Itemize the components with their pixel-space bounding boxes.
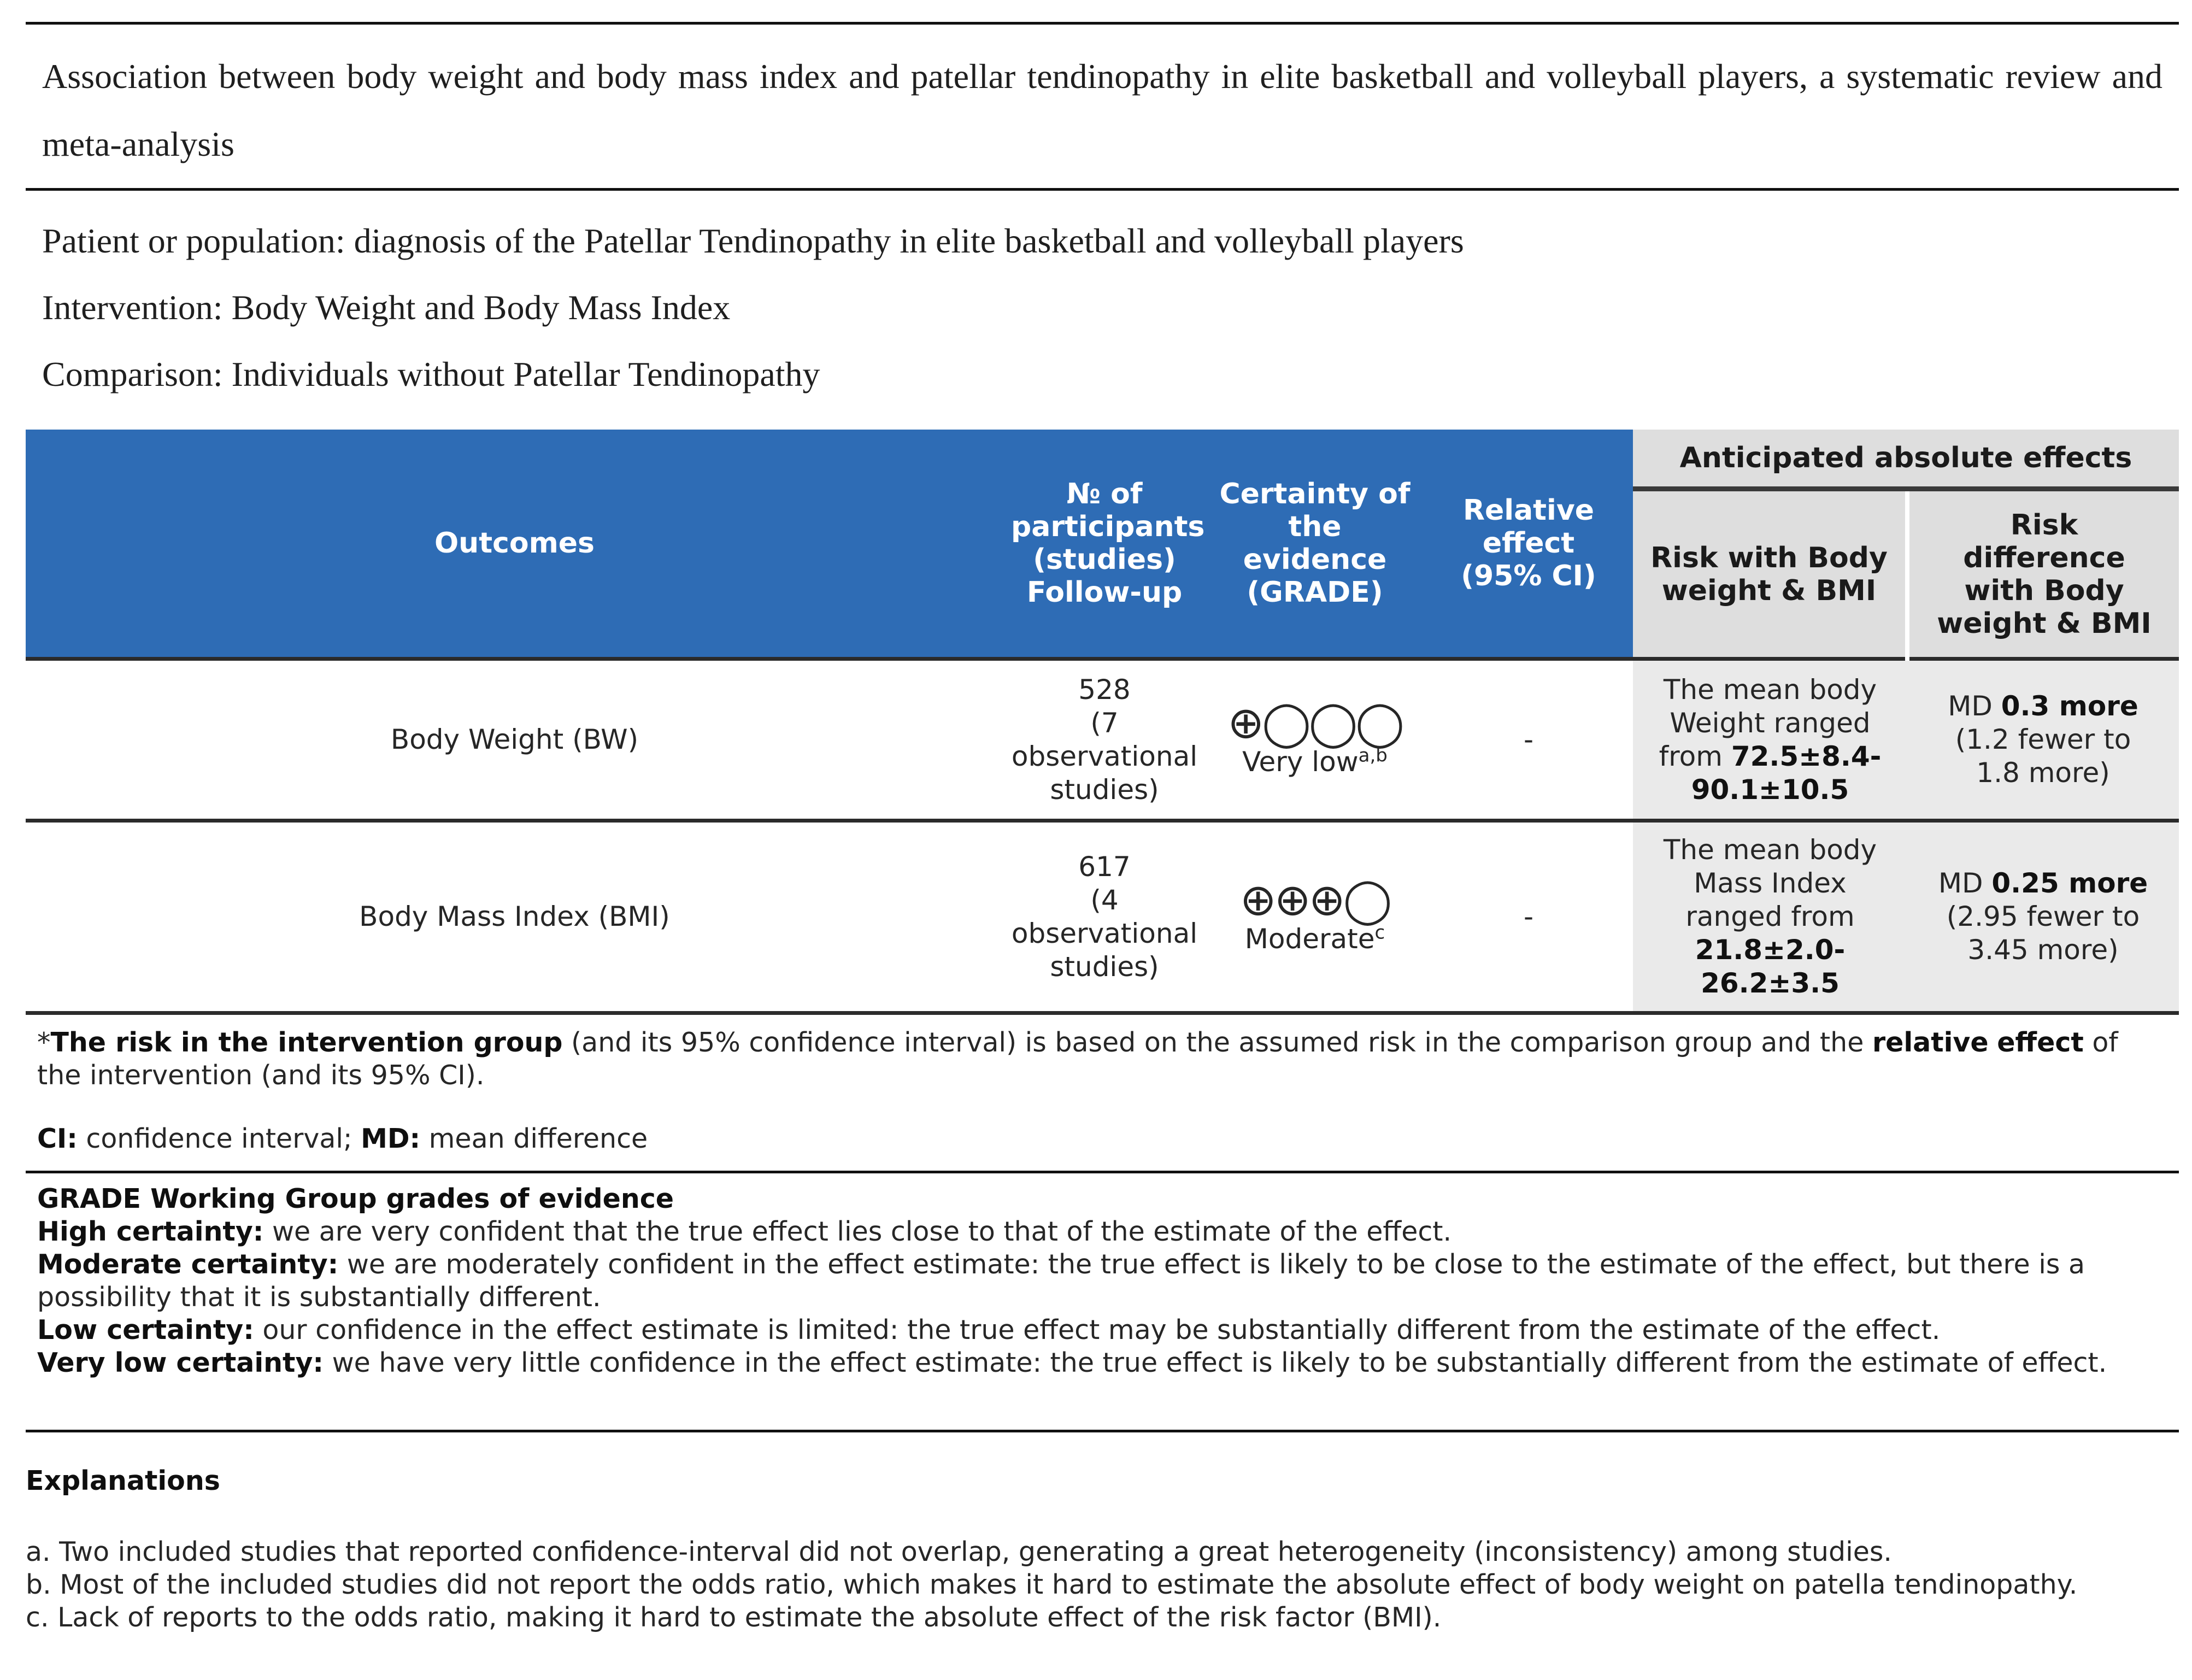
grade-term: Low certainty:: [37, 1314, 254, 1346]
grade-definitions: [37, 1183, 2158, 1379]
risk-diff-prefix: MD: [1948, 690, 2001, 722]
grade-footnote-ref: a,b: [1358, 744, 1388, 767]
explanations-list: [26, 1536, 2157, 1634]
grade-term: Very low certainty:: [37, 1347, 324, 1378]
header-participants-line: № of: [1066, 478, 1143, 510]
risk-with-line: Mass Index: [1694, 867, 1847, 899]
header-relative-effect: [1424, 430, 1633, 659]
participants-studies: studies): [1050, 773, 1159, 806]
cell-risk-difference: [1907, 659, 2179, 821]
header-certainty-line: (GRADE): [1247, 576, 1383, 609]
grade-term: Moderate certainty:: [37, 1249, 339, 1280]
explanations-heading: [26, 1465, 2146, 1497]
header-risk-diff-line: Risk: [2010, 508, 2078, 542]
population-line: Patient or population: diagnosis of the Patellar Tendinopathy in elite basketball and volleyball players: [42, 221, 1464, 260]
cell-risk-difference: [1907, 821, 2179, 1013]
summary-of-findings-table: [26, 430, 2179, 1015]
risk-with-line: The mean body: [1663, 673, 1877, 706]
risk-with-line: Weight ranged: [1670, 707, 1871, 739]
footnote-bold: effect: [1997, 1027, 2084, 1058]
risk-with-value: 26.2±3.5: [1701, 967, 1840, 999]
header-participants: [1003, 430, 1206, 659]
risk-diff-prefix: MD: [1938, 867, 1992, 899]
header-anticipated-effects: Anticipated absolute effects: [1633, 430, 2179, 489]
grade-definition: our confidence in the effect estimate is limited: the true effect may be substantially different from the estimate of the effect.: [254, 1314, 1941, 1346]
abbr-bold: CI:: [37, 1123, 78, 1154]
grade-symbols-icon: ⊕◯◯◯: [1227, 697, 1402, 748]
risk-diff-line: 3.45 more): [1967, 934, 2119, 966]
header-certainty-line: evidence: [1243, 543, 1387, 576]
footnote-text: of the intervention (and its 95% CI).: [37, 1027, 2118, 1091]
grade-label: Moderate: [1244, 923, 1375, 955]
participants-studies: observational: [1011, 917, 1198, 949]
footnote-rule: [26, 1171, 2179, 1173]
abbr-text: confidence interval;: [77, 1123, 361, 1154]
grade-rule: [26, 1430, 2179, 1432]
grade-label: Very low: [1242, 746, 1359, 778]
header-risk-with-line: weight & BMI: [1661, 574, 1877, 607]
grade-symbols-icon: ⊕⊕⊕◯: [1239, 874, 1390, 925]
cell-risk-with: [1633, 821, 1907, 1013]
cell-participants: [1003, 659, 1206, 821]
risk-diff-line: (2.95 fewer to: [1946, 901, 2140, 932]
participants-studies: observational: [1011, 740, 1198, 772]
header-outcomes: Outcomes: [26, 430, 1003, 659]
grade-term: High certainty:: [37, 1216, 264, 1247]
header-risk-with-line: Risk with Body: [1650, 541, 1888, 574]
risk-diff-value: 0.3 more: [2001, 690, 2138, 722]
explanation-item: a. Two included studies that reported confidence-interval did not overlap, generating a great heterogeneity (inconsistency) among studies.: [26, 1536, 1892, 1567]
header-participants-line: participants: [1011, 510, 1205, 543]
cell-outcome: Body Mass Index (BMI): [26, 821, 1003, 1013]
intervention-line: Intervention: Body Weight and Body Mass Index: [42, 288, 731, 327]
header-risk-diff-line: weight & BMI: [1937, 607, 2152, 640]
grade-definition: we have very little confidence in the effect estimate: the true effect is likely to be substantially different from the estimate of effect.: [324, 1347, 2107, 1378]
header-certainty-line: Certainty of: [1219, 478, 1411, 510]
risk-footnote: [37, 1026, 2158, 1092]
title-rule: [26, 188, 2179, 191]
header-certainty: [1206, 430, 1424, 659]
grade-definition: we are very confident that the true effect lies close to that of the estimate of the effect.: [263, 1216, 1452, 1247]
abbr-bold: MD:: [361, 1123, 421, 1154]
grade-definition: we are moderately confident in the effect estimate: the true effect is likely to be close to the estimate of the effect, but there is a possibility that it is substantially different.: [37, 1249, 2085, 1313]
risk-with-value: 90.1±10.5: [1691, 773, 1849, 806]
top-rule: [26, 22, 2179, 25]
explanation-item: c. Lack of reports to the odds ratio, making it hard to estimate the absolute effect of the risk factor (BMI).: [26, 1602, 1442, 1633]
cell-relative-effect: -: [1424, 659, 1633, 821]
risk-diff-line: 1.8 more): [1976, 757, 2110, 789]
explanations-title: Explanations: [26, 1465, 220, 1496]
table-row: [26, 659, 2179, 821]
footnote-bold: relative: [1872, 1027, 1989, 1058]
cell-outcome: Body Weight (BW): [26, 659, 1003, 821]
header-participants-line: (studies): [1033, 543, 1176, 576]
explanation-item: b. Most of the included studies did not report the odds ratio, which makes it hard to estimate the absolute effect of body weight on patella tendinopathy.: [26, 1569, 2078, 1600]
cell-participants: [1003, 821, 1206, 1013]
header-participants-line: Follow-up: [1026, 576, 1183, 609]
risk-with-value: 21.8±2.0-: [1695, 934, 1846, 966]
abbr-text: mean difference: [420, 1123, 648, 1154]
header-risk-difference: [1907, 489, 2179, 659]
participants-count: 617: [1078, 850, 1131, 883]
header-relative-line: (95% CI): [1461, 560, 1596, 592]
footnote-star: *: [37, 1027, 51, 1058]
cell-risk-with: [1633, 659, 1907, 821]
footnote-bold: The risk in the intervention group: [50, 1027, 563, 1058]
risk-with-line: The mean body: [1663, 834, 1877, 866]
participants-count: 528: [1078, 673, 1131, 706]
participants-studies: studies): [1050, 950, 1159, 983]
participants-studies: (4: [1090, 884, 1119, 916]
risk-diff-line: (1.2 fewer to: [1955, 724, 2131, 755]
participants-studies: (7: [1090, 707, 1119, 739]
cell-certainty: [1206, 821, 1424, 1013]
header-risk-diff-line: with Body: [1964, 574, 2124, 607]
header-certainty-line: the: [1288, 510, 1342, 543]
header-risk-with: [1633, 489, 1907, 659]
comparison-line: Comparison: Individuals without Patellar Tendinopathy: [42, 355, 820, 393]
document-title: Association between body weight and body mass index and patellar tendinopathy in elite basketball and volleyball players, a systematic review and meta-analysis: [42, 57, 2162, 163]
footnote-text: (and its 95% confidence interval) is based on the assumed risk in the comparison group and the: [562, 1027, 1872, 1058]
table-row: [26, 821, 2179, 1013]
cell-certainty: [1206, 659, 1424, 821]
risk-with-line: from: [1659, 740, 1731, 772]
header-relative-line: effect: [1482, 527, 1575, 560]
header-relative-line: Relative: [1462, 494, 1595, 527]
cell-relative-effect: -: [1424, 821, 1633, 1013]
risk-with-value: 72.5±8.4-: [1731, 740, 1882, 772]
risk-with-line: ranged from: [1685, 901, 1855, 932]
abbreviations-note: [37, 1123, 2158, 1155]
table-header-row: [26, 430, 2179, 489]
risk-diff-value: 0.25 more: [1991, 867, 2148, 899]
header-risk-diff-line: difference: [1963, 541, 2125, 574]
grade-heading: GRADE Working Group grades of evidence: [37, 1183, 674, 1214]
grade-footnote-ref: c: [1374, 921, 1385, 944]
